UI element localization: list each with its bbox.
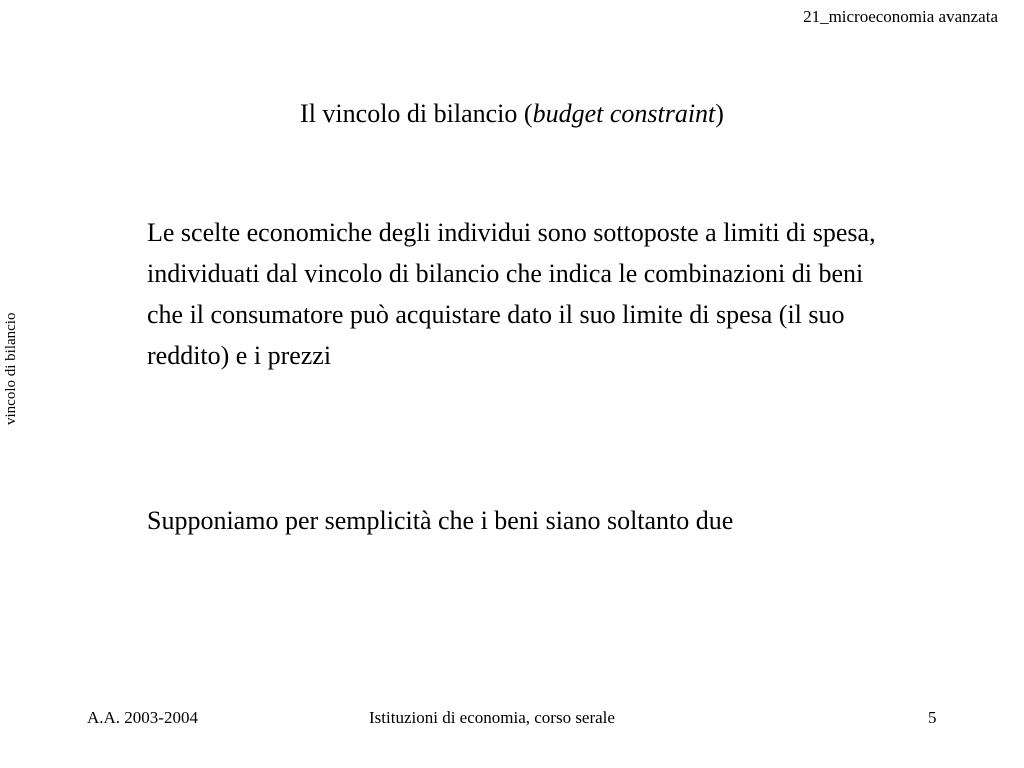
side-topic-label: vincolo di bilancio bbox=[3, 312, 19, 425]
slide-title bbox=[0, 98, 1024, 130]
footer-course-name: Istituzioni di economia, corso serale bbox=[369, 708, 615, 727]
footer-page-number: 5 bbox=[928, 708, 937, 727]
slide-title-italic-term: budget constraint bbox=[532, 99, 716, 128]
course-code-header: 21_microeconomia avanzata bbox=[803, 7, 998, 26]
slide-title-prefix: Il vincolo di bilancio ( bbox=[300, 99, 533, 128]
footer-academic-year: A.A. 2003-2004 bbox=[87, 708, 198, 727]
slide-title-suffix: ) bbox=[715, 99, 724, 128]
body-paragraph-1: Le scelte economiche degli individui sono sottoposte a limiti di spesa, individuati dal vincolo di bilancio che indica le combinazioni di beni che il consumatore può acquistare dato il suo limite di spesa (il suo reddito) e i prezzi bbox=[147, 218, 876, 370]
body-paragraph-2: Supponiamo per semplicità che i beni siano soltanto due bbox=[147, 506, 734, 535]
